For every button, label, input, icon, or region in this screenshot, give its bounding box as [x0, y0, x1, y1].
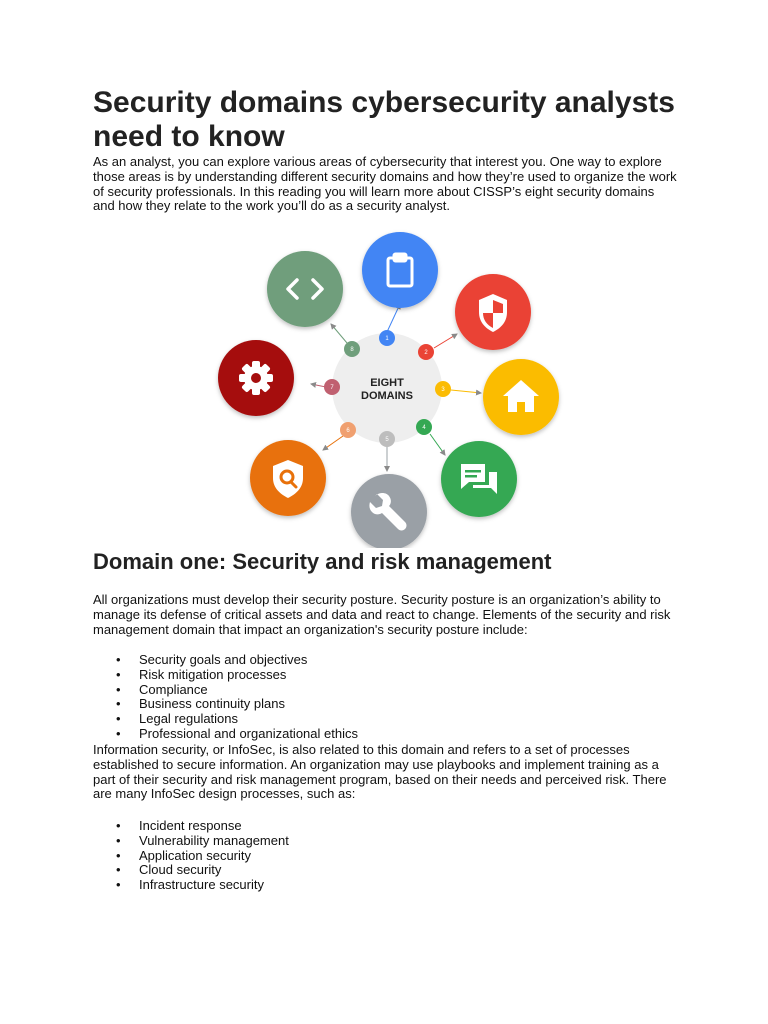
domain-7-badge — [218, 340, 294, 416]
dot-number-8: 8 — [350, 347, 354, 353]
center-label-domains: DOMAINS — [361, 390, 413, 402]
domain-8-badge — [267, 251, 343, 327]
domain-6-badge — [250, 440, 326, 516]
dot-number-4: 4 — [422, 425, 426, 431]
page-title: Security domains cybersecurity analysts need to know — [93, 86, 675, 153]
domain-3-badge — [483, 359, 559, 435]
domain-2-badge — [455, 274, 531, 350]
list-item: • Vulnerability management — [93, 834, 289, 849]
list-item: • Cloud security — [93, 863, 289, 878]
list-item: • Professional and organizational ethics — [93, 727, 358, 742]
infosec-process-list — [93, 819, 289, 893]
list-item: • Risk mitigation processes — [93, 668, 358, 683]
infosec-paragraph: Information security, or InfoSec, is also related to this domain and refers to a set of processes established to secure information. An organization may use playbooks and implement training as a part of their security and risk management program, based on their needs and perceived risk. There are many InfoSec design processes, such as: — [93, 742, 667, 802]
center-label-eight: EIGHT — [370, 377, 404, 389]
section-heading-domain-one: Domain one: Security and risk management — [93, 549, 552, 574]
domain-1-badge — [362, 232, 438, 308]
list-item: • Compliance — [93, 683, 358, 698]
list-item: • Incident response — [93, 819, 289, 834]
dot-number-2: 2 — [424, 350, 428, 356]
security-posture-list — [93, 653, 358, 742]
dot-number-5: 5 — [385, 437, 389, 443]
domain-5-badge — [351, 474, 427, 548]
list-item: • Business continuity plans — [93, 697, 358, 712]
eight-domains-diagram — [93, 228, 675, 548]
dot-number-3: 3 — [441, 387, 445, 393]
dot-number-7: 7 — [330, 385, 334, 391]
list-item: • Legal regulations — [93, 712, 358, 727]
list-item: • Application security — [93, 849, 289, 864]
intro-paragraph: As an analyst, you can explore various areas of cybersecurity that interest you. One way to explore those areas is by understanding different security domains and how they’re used to organize the work of security professionals. In this reading you will learn more about CISSP’s eight security domains and how they relate to the work you’ll do as a security analyst. — [93, 154, 677, 214]
dot-number-1: 1 — [385, 336, 389, 342]
dot-number-6: 6 — [346, 428, 350, 434]
domain-4-badge — [441, 441, 517, 517]
list-item: • Infrastructure security — [93, 878, 289, 893]
security-posture-paragraph: All organizations must develop their security posture. Security posture is an organization’s ability to manage its defense of critical assets and data and react to change. Elements of the security and risk management domain that impact an organization's security posture include: — [93, 592, 671, 637]
list-item: • Security goals and objectives — [93, 653, 358, 668]
gear-icon — [239, 361, 273, 395]
